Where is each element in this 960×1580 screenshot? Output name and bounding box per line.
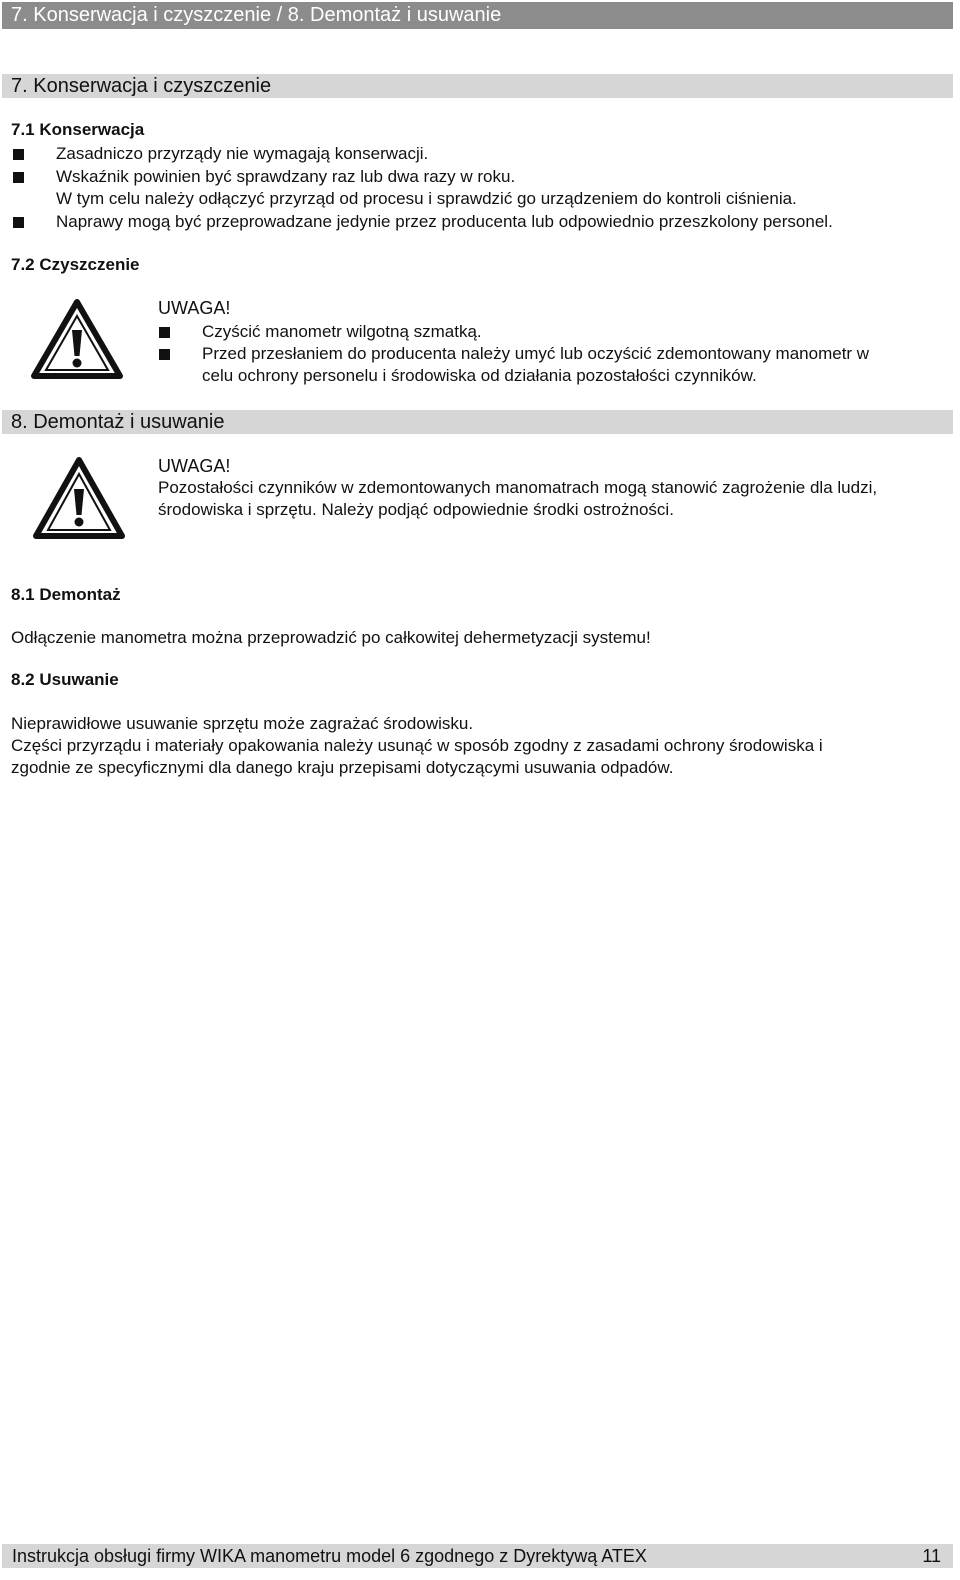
warning-triangle-icon [32, 456, 126, 540]
square-bullet-icon [159, 349, 170, 360]
page-number: 11 [922, 1546, 941, 1566]
section-8-2-heading: 8.2 Usuwanie [11, 670, 119, 689]
list-item: Zasadniczo przyrządy nie wymagają konserwacji. [56, 144, 429, 163]
list-item: Przed przesłaniem do producenta należy umyć lub oczyścić zdemontowany manometr w [202, 344, 870, 363]
square-bullet-icon [13, 149, 24, 160]
square-bullet-icon [159, 327, 170, 338]
section-7-1-heading: 7.1 Konserwacja [11, 120, 145, 139]
section-7-title: 7. Konserwacja i czyszczenie [2, 74, 953, 98]
paragraph: Odłączenie manometra można przeprowadzić po całkowitej dehermetyzacji systemu! [11, 628, 651, 647]
section-8-title: 8. Demontaż i usuwanie [2, 410, 953, 434]
page-footer [2, 1544, 953, 1568]
section-7-2-heading: 7.2 Czyszczenie [11, 255, 140, 274]
list-item: Wskaźnik powinien być sprawdzany raz lub dwa razy w roku. [56, 167, 516, 186]
warning-label: UWAGA! [158, 298, 231, 318]
section-8-1-heading: 8.1 Demontaż [11, 585, 121, 604]
page-header: 7. Konserwacja i czyszczenie / 8. Demontaż i usuwanie [2, 2, 953, 29]
list-item: Czyścić manometr wilgotną szmatką. [202, 322, 482, 341]
paragraph-line: Części przyrządu i materiały opakowania należy usunąć w sposób zgodny z zasadami ochrony środowiska i [11, 736, 823, 755]
warning-triangle-icon [30, 298, 124, 380]
square-bullet-icon [13, 172, 24, 183]
list-item-continuation: celu ochrony personelu i środowiska od działania pozostałości czynników. [202, 366, 757, 385]
paragraph-line: Nieprawidłowe usuwanie sprzętu może zagrażać środowisku. [11, 714, 474, 733]
square-bullet-icon [13, 217, 24, 228]
warning-label: UWAGA! [158, 456, 231, 476]
warning-text-line: Pozostałości czynników w zdemontowanych manomatrach mogą stanowić zagrożenie dla ludzi, [158, 478, 878, 497]
paragraph-line: zgodnie ze specyficznymi dla danego kraju przepisami dotyczącymi usuwania odpadów. [11, 758, 674, 777]
list-item-continuation: W tym celu należy odłączyć przyrząd od procesu i sprawdzić go urządzeniem do kontroli ciśnienia. [56, 189, 797, 208]
warning-text-line: środowiska i sprzętu. Należy podjąć odpowiednie środki ostrożności. [158, 500, 674, 519]
list-item: Naprawy mogą być przeprowadzane jedynie przez producenta lub odpowiednio przeszkolony personel. [56, 212, 833, 231]
footer-text: Instrukcja obsługi firmy WIKA manometru model 6 zgodnego z Dyrektywą ATEX [12, 1546, 647, 1566]
